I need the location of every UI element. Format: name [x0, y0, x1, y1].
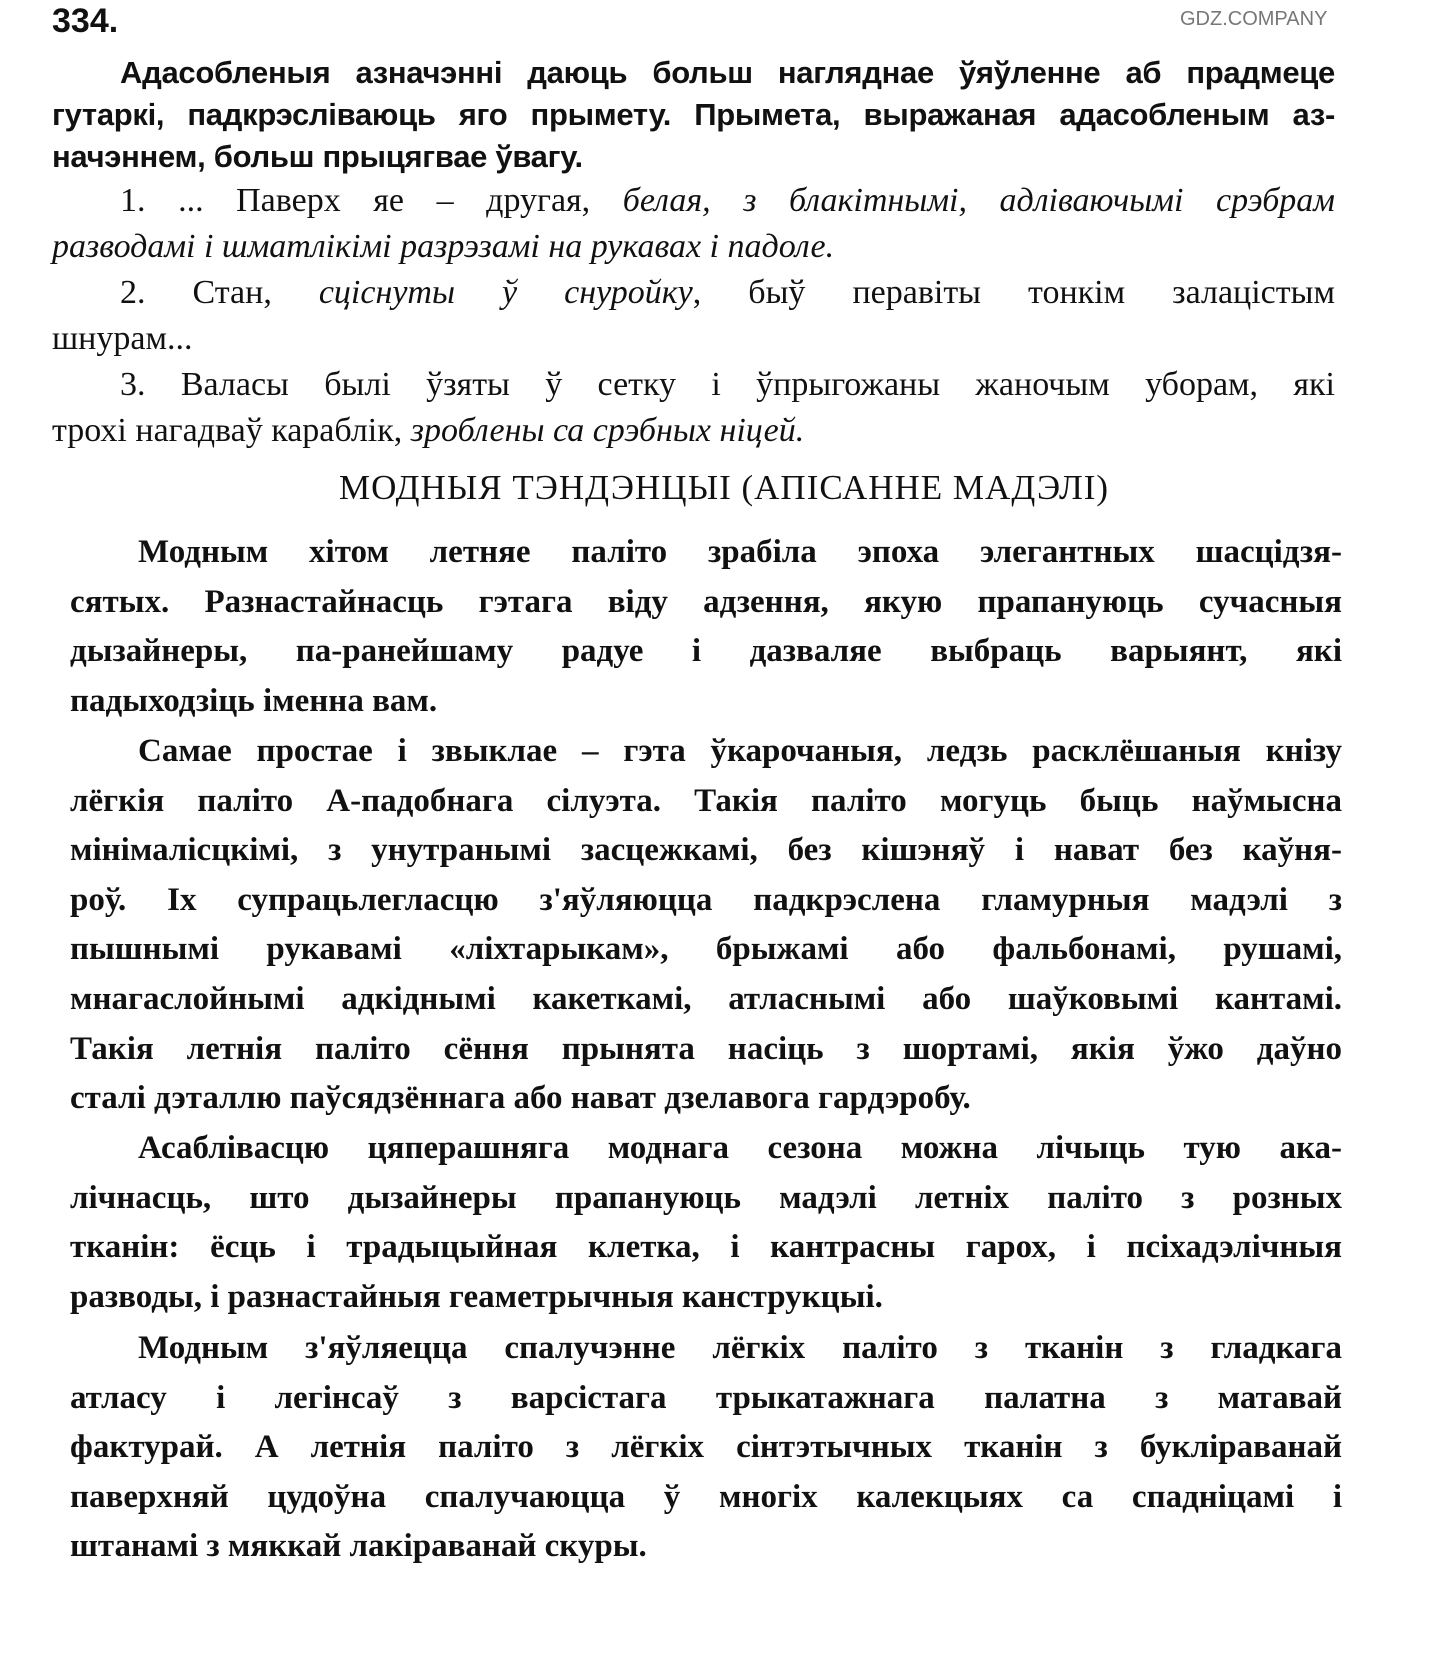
- text: 1. ... Паверх яе – другая,: [120, 182, 623, 219]
- example-2: [52, 270, 1335, 362]
- text-line: [52, 178, 1335, 224]
- text-line: [52, 52, 1335, 94]
- text-line: [70, 1074, 1342, 1124]
- text: , быў перавіты тонкім залацістым: [692, 274, 1335, 311]
- text: штанамі з мяккай лакіраванай скуры.: [70, 1528, 647, 1565]
- text-line: [70, 777, 1342, 827]
- paragraph-1: [70, 528, 1342, 726]
- text-line: [70, 1124, 1342, 1174]
- text-line: [70, 677, 1342, 727]
- paragraph-3: [70, 1124, 1342, 1322]
- example-1: [52, 178, 1335, 270]
- text-line: [70, 1223, 1342, 1273]
- text: падыходзіць іменна вам.: [70, 682, 438, 719]
- text: атласу і легінсаў з варсістага трыкатажнага палатна з матавай: [70, 1379, 1342, 1416]
- watermark: GDZ.COMPANY: [1180, 8, 1328, 30]
- text-heading: МОДНЫЯ ТЭНДЭНЦЫІ (АПІСАННЕ МАДЭЛІ): [338, 468, 1110, 507]
- text: начэннем, больш прыцягвае ўвагу.: [52, 139, 583, 174]
- text: тканін: ёсць і традыцыйная клетка, і кантрасны гарох, і псіхадэлічныя: [70, 1229, 1342, 1266]
- text-line: [52, 362, 1335, 408]
- text-line: [52, 224, 1335, 270]
- rule-paragraph: [52, 52, 1335, 178]
- text: лёгкія паліто А-падобнага сілуэта. Такія паліто могуць быць наўмысна: [70, 782, 1342, 819]
- text: гутаркі, падкрэсліваюць яго прымету. Прымета, выражаная адасобленым аз-: [52, 97, 1335, 132]
- italic-text: разводамі і шматлікімі разрэзамі на рукавах і падоле.: [52, 228, 835, 265]
- text-line: [70, 975, 1342, 1025]
- text: сятых. Разнастайнасць гэтага віду адзення, якую прапануюць сучасныя: [70, 583, 1342, 620]
- text-line: [70, 925, 1342, 975]
- italic-text: белая, з блакітнымі, адліваючымі срэбрам: [622, 182, 1335, 219]
- text-line: [70, 578, 1342, 628]
- text-line: [70, 627, 1342, 677]
- text: пышнымі рукавамі «ліхтарыкам», брыжамі або фальбонамі, рушамі,: [70, 931, 1342, 968]
- text-line: [70, 1273, 1342, 1323]
- text-line: [52, 408, 1335, 454]
- paragraph-2: [70, 727, 1342, 1124]
- text-line: [70, 826, 1342, 876]
- text-line: [70, 1324, 1342, 1374]
- text-line: [70, 876, 1342, 926]
- italic-text: зроблены са срэбных ніцей.: [410, 412, 805, 449]
- text: мінімалісцкімі, з унутранымі засцежкамі, без кішэняў і нават без каўня-: [70, 832, 1342, 869]
- text: Такія летнія паліто сёння прынята насіць з шортамі, якія ўжо даўно: [70, 1030, 1342, 1067]
- text-line: [52, 270, 1335, 316]
- text-line: [70, 1473, 1342, 1523]
- text: 2. Стан,: [120, 274, 319, 311]
- text: роў. Іх супрацьлегласцю з'яўляюцца падкрэслена гламурныя мадэлі з: [70, 881, 1342, 918]
- text-line: [70, 727, 1342, 777]
- text: мнагаслойнымі адкіднымі какеткамі, атласнымі або шаўковымі кантамі.: [70, 980, 1342, 1017]
- text-line: [70, 1522, 1342, 1572]
- text-line: [70, 528, 1342, 578]
- text: 3. Валасы былі ўзяты ў сетку і ўпрыгожаны жаночым уборам, які: [120, 366, 1335, 403]
- text: Самае простае і звыклае – гэта ўкарочаныя, ледзь расклёшаныя кнізу: [138, 733, 1342, 769]
- text-line: [52, 94, 1335, 136]
- paragraph-4: [70, 1324, 1342, 1572]
- text-line: [52, 136, 1335, 178]
- italic-text: сціснуты ў снуройку: [318, 274, 693, 311]
- text: Модным з'яўляецца спалучэнне лёгкіх паліто з тканін з гладкага: [138, 1330, 1342, 1366]
- text-line: [70, 1174, 1342, 1224]
- text-line: [52, 316, 1335, 362]
- text: Модным хітом летняе паліто зрабіла эпоха элегантных шасцідзя-: [138, 534, 1342, 570]
- text: Асаблівасцю цяперашняга моднага сезона можна лічыць тую ака-: [138, 1130, 1342, 1166]
- text: трохі нагадваў караблік,: [52, 412, 411, 449]
- text-line: [70, 1025, 1342, 1075]
- text: Адасобленыя азначэнні даюць больш нагляднае ўяўленне аб прадмеце: [120, 55, 1335, 90]
- text: шнурам...: [52, 320, 193, 357]
- text: сталі дэталлю паўсядзённага або нават дзелавога гардэробу.: [70, 1080, 971, 1117]
- text: лічнасць, што дызайнеры прапануюць мадэлі летніх паліто з розных: [70, 1179, 1342, 1216]
- text: паверхняй цудоўна спалучаюцца ў многіх калекцыях са спадніцамі і: [70, 1478, 1342, 1515]
- text: дызайнеры, па-ранейшаму радуе і дазваляе выбраць варыянт, які: [70, 633, 1342, 670]
- text-line: [70, 1374, 1342, 1424]
- text: фактурай. А летнія паліто з лёгкіх сінтэтычных тканін з букліраванай: [70, 1429, 1342, 1466]
- example-3: [52, 362, 1335, 454]
- text-line: [70, 1423, 1342, 1473]
- exercise-number: 334.: [52, 2, 119, 40]
- text: разводы, і разнастайныя геаметрычныя канструкцыі.: [70, 1278, 883, 1315]
